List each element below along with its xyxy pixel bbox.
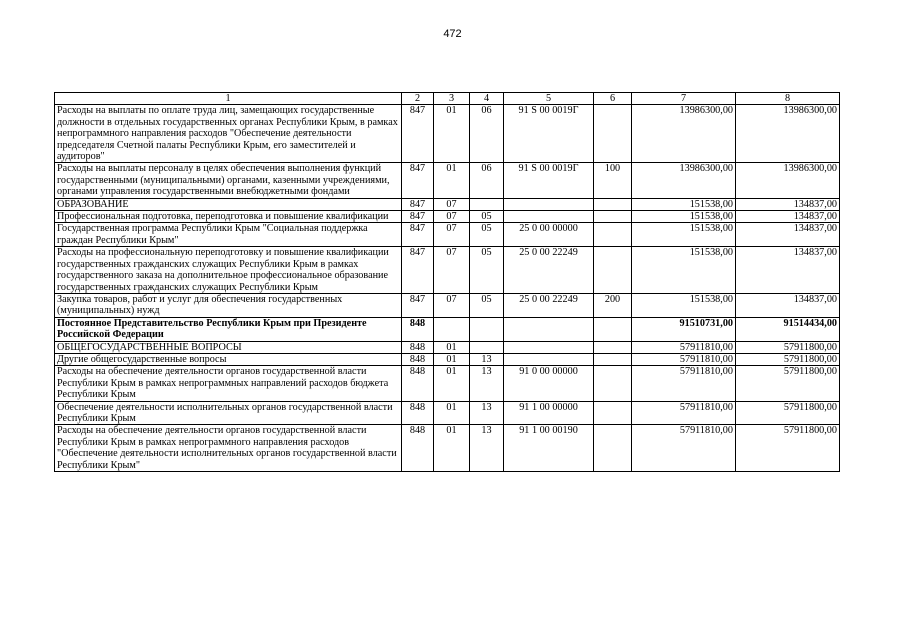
expense-type-cell [594, 401, 632, 425]
description-cell: Государственная программа Республики Крым "Социальная поддержка граждан Республики Крым" [55, 223, 402, 247]
target-article-cell: 91 S 00 0019Г [504, 105, 594, 163]
expense-type-cell: 200 [594, 293, 632, 317]
target-article-cell: 91 0 00 00000 [504, 366, 594, 401]
code-cell: 848 [402, 341, 434, 353]
description-cell: Расходы на выплаты по оплате труда лиц, замещающих государственные должности в отдельных государственных органах Республики Крым, в рамках непрограммного направления расходов "Обеспечение деятельности председателя Счетной палаты Республики Крым, его заместителей и аудиторов" [55, 105, 402, 163]
table-row [55, 163, 840, 198]
amount-cell: 13986300,00 [736, 163, 840, 198]
expense-type-cell [594, 366, 632, 401]
target-article-cell: 25 0 00 00000 [504, 223, 594, 247]
code-cell: 847 [402, 211, 434, 223]
description-cell: Расходы на выплаты персоналу в целях обеспечения выполнения функций государственными (муниципальными) органами, казенными учреждениями, органами управления государственными внебюджетными фондами [55, 163, 402, 198]
table-row [55, 293, 840, 317]
expense-type-cell [594, 341, 632, 353]
expense-type-cell [594, 425, 632, 472]
code-cell: 847 [402, 247, 434, 294]
table-row [55, 425, 840, 472]
section-cell: 01 [434, 366, 470, 401]
target-article-cell [504, 353, 594, 365]
description-cell: ОБЩЕГОСУДАРСТВЕННЫЕ ВОПРОСЫ [55, 341, 402, 353]
target-article-cell: 91 S 00 0019Г [504, 163, 594, 198]
subsection-cell: 13 [470, 401, 504, 425]
expense-type-cell [594, 223, 632, 247]
code-cell: 847 [402, 198, 434, 210]
section-cell: 01 [434, 163, 470, 198]
amount-cell: 57911810,00 [632, 341, 736, 353]
amount-cell: 57911800,00 [736, 341, 840, 353]
budget-table [54, 92, 840, 472]
code-cell: 848 [402, 317, 434, 341]
amount-cell: 134837,00 [736, 247, 840, 294]
section-cell: 07 [434, 223, 470, 247]
table-row [55, 211, 840, 223]
expense-type-cell: 100 [594, 163, 632, 198]
column-header: 6 [594, 93, 632, 105]
subsection-cell: 13 [470, 366, 504, 401]
amount-cell: 57911810,00 [632, 366, 736, 401]
description-cell: Профессиональная подготовка, переподготовка и повышение квалификации [55, 211, 402, 223]
amount-cell: 151538,00 [632, 198, 736, 210]
description-cell: Постоянное Представительство Республики Крым при Президенте Российской Федерации [55, 317, 402, 341]
code-cell: 848 [402, 425, 434, 472]
description-cell: ОБРАЗОВАНИЕ [55, 198, 402, 210]
expense-type-cell [594, 247, 632, 294]
code-cell: 847 [402, 223, 434, 247]
section-cell: 01 [434, 425, 470, 472]
code-cell: 848 [402, 353, 434, 365]
subsection-cell: 06 [470, 163, 504, 198]
table-row [55, 366, 840, 401]
target-article-cell: 91 1 00 00190 [504, 425, 594, 472]
subsection-cell: 05 [470, 293, 504, 317]
target-article-cell [504, 198, 594, 210]
section-cell: 01 [434, 353, 470, 365]
amount-cell: 134837,00 [736, 198, 840, 210]
section-cell: 01 [434, 105, 470, 163]
column-header: 7 [632, 93, 736, 105]
table-row [55, 198, 840, 210]
table-row [55, 401, 840, 425]
column-header: 5 [504, 93, 594, 105]
amount-cell: 134837,00 [736, 293, 840, 317]
section-cell: 07 [434, 247, 470, 294]
amount-cell: 134837,00 [736, 223, 840, 247]
subsection-cell: 05 [470, 223, 504, 247]
amount-cell: 13986300,00 [632, 163, 736, 198]
table-row [55, 353, 840, 365]
table-row [55, 247, 840, 294]
subsection-cell: 13 [470, 353, 504, 365]
expense-type-cell [594, 211, 632, 223]
description-cell: Расходы на профессиональную переподготовку и повышение квалификации государственных гражданских служащих Республики Крым в рамках государственного заказа на дополнительное профессиональное образование государственных гражданских служащих Республики Крым [55, 247, 402, 294]
amount-cell: 57911810,00 [632, 401, 736, 425]
amount-cell: 57911800,00 [736, 425, 840, 472]
page-number: 472 [443, 28, 462, 40]
expense-type-cell [594, 198, 632, 210]
column-header: 4 [470, 93, 504, 105]
amount-cell: 151538,00 [632, 247, 736, 294]
description-cell: Другие общегосударственные вопросы [55, 353, 402, 365]
expense-type-cell [594, 317, 632, 341]
amount-cell: 13986300,00 [736, 105, 840, 163]
description-cell: Расходы на обеспечение деятельности органов государственной власти Республики Крым в рамках непрограммного направления расходов "Обеспечение деятельности исполнительных органов государственной власти Республики Крым" [55, 425, 402, 472]
target-article-cell [504, 341, 594, 353]
target-article-cell: 91 1 00 00000 [504, 401, 594, 425]
code-cell: 847 [402, 163, 434, 198]
table-row [55, 223, 840, 247]
section-cell: 07 [434, 211, 470, 223]
amount-cell: 134837,00 [736, 211, 840, 223]
amount-cell: 57911800,00 [736, 401, 840, 425]
section-cell: 01 [434, 341, 470, 353]
column-header: 3 [434, 93, 470, 105]
subsection-cell [470, 198, 504, 210]
column-header: 2 [402, 93, 434, 105]
target-article-cell: 25 0 00 22249 [504, 293, 594, 317]
description-cell: Закупка товаров, работ и услуг для обеспечения государственных (муниципальных) нужд [55, 293, 402, 317]
subsection-cell [470, 317, 504, 341]
amount-cell: 57911810,00 [632, 353, 736, 365]
table-row [55, 341, 840, 353]
code-cell: 847 [402, 105, 434, 163]
target-article-cell: 25 0 00 22249 [504, 247, 594, 294]
amount-cell: 57911810,00 [632, 425, 736, 472]
code-cell: 848 [402, 366, 434, 401]
section-cell: 07 [434, 293, 470, 317]
subsection-cell [470, 341, 504, 353]
section-cell: 07 [434, 198, 470, 210]
amount-cell: 91514434,00 [736, 317, 840, 341]
subsection-cell: 13 [470, 425, 504, 472]
expense-type-cell [594, 105, 632, 163]
column-header: 8 [736, 93, 840, 105]
section-cell: 01 [434, 401, 470, 425]
amount-cell: 91510731,00 [632, 317, 736, 341]
amount-cell: 13986300,00 [632, 105, 736, 163]
amount-cell: 57911800,00 [736, 353, 840, 365]
table-row [55, 317, 840, 341]
target-article-cell [504, 317, 594, 341]
subsection-cell: 05 [470, 211, 504, 223]
code-cell: 848 [402, 401, 434, 425]
description-cell: Расходы на обеспечение деятельности органов государственной власти Республики Крым в рамках непрограммных направлений расходов бюджета Республики Крым [55, 366, 402, 401]
subsection-cell: 06 [470, 105, 504, 163]
expense-type-cell [594, 353, 632, 365]
amount-cell: 151538,00 [632, 223, 736, 247]
code-cell: 847 [402, 293, 434, 317]
table-row [55, 105, 840, 163]
subsection-cell: 05 [470, 247, 504, 294]
header-row [55, 93, 840, 105]
amount-cell: 151538,00 [632, 293, 736, 317]
column-header: 1 [55, 93, 402, 105]
description-cell: Обеспечение деятельности исполнительных органов государственной власти Республики Крым [55, 401, 402, 425]
section-cell [434, 317, 470, 341]
target-article-cell [504, 211, 594, 223]
amount-cell: 151538,00 [632, 211, 736, 223]
amount-cell: 57911800,00 [736, 366, 840, 401]
